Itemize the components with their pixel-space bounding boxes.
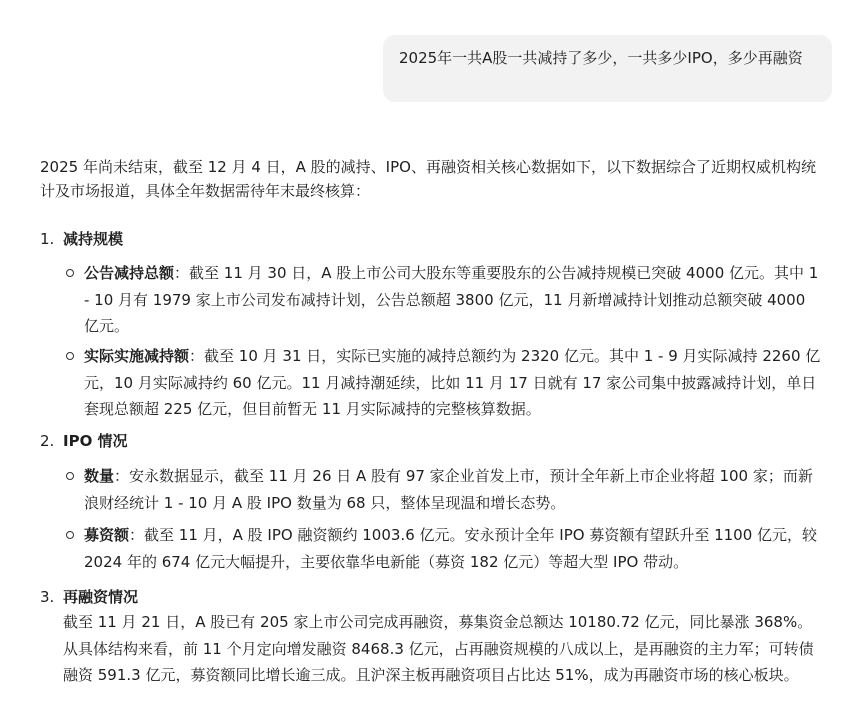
bullet-label: 实际实施减持额	[84, 347, 190, 365]
answer-intro: 2025 年尚未结束，截至 12 月 4 日，A 股的减持、IPO、再融资相关核心数据如下，以下数据综合了近期权威机构统计及市场报道，具体全年数据需待年末最终核算：	[40, 158, 816, 200]
list-item	[84, 260, 822, 340]
list-item	[84, 522, 822, 575]
assistant-answer	[40, 155, 822, 684]
bullet-text: ：安永数据显示，截至 11 月 26 日 A 股有 97 家企业首发上市，预计全年新上市企业将超 100 家；而新浪财经统计 1 - 10 月 A 股 IPO 数量为 68 只，整体呈现温和增长态势。	[84, 467, 813, 512]
section-number: 1.	[40, 230, 55, 248]
bullet-circle-icon	[66, 472, 74, 480]
section-title-text: 减持规模	[63, 230, 124, 248]
section-number: 3.	[40, 588, 55, 606]
bullet-circle-icon	[66, 531, 74, 539]
user-message-bubble	[383, 35, 832, 102]
list-item	[84, 463, 822, 516]
bullet-label: 数量	[84, 467, 115, 485]
section-title-text: IPO 情况	[63, 432, 128, 450]
bullet-circle-icon	[66, 352, 74, 360]
list-item	[84, 343, 822, 423]
section-title-reduction	[40, 227, 123, 251]
bullet-text: ：截至 10 月 31 日，实际已实施的减持总额约为 2320 亿元。其中 1 - 9 月实际减持 2260 亿元，10 月实际减持约 60 亿元。11 月减持潮延续，比如 11 月 17 日就有 17 家公司集中披露减持计划，单日套现总额超 225 亿元，但目前暂无 11 月实际减持的完整核算数据。	[84, 347, 821, 418]
bullet-text: ：截至 11 月，A 股 IPO 融资额约 1003.6 亿元。安永预计全年 IPO 募资额有望跃升至 1100 亿元，较 2024 年的 674 亿元大幅提升，主要依靠华电新能（募资 182 亿元）等超大型 IPO 带动。	[84, 526, 818, 571]
refinancing-paragraph: 截至 11 月 21 日，A 股已有 205 家上市公司完成再融资，募集资金总额达 10180.72 亿元，同比暴涨 368%。从具体结构来看，前 11 个月定向增发融资 8468.3 亿元，占再融资规模的八成以上，是再融资的主力军；可转债融资 591.3 亿元，募资额同比增长逾三成。且沪深主板再融资项目占比达 51%，成为再融资市场的核心板块。	[63, 613, 814, 684]
bullet-label: 募资额	[84, 526, 130, 544]
bullet-circle-icon	[66, 269, 74, 277]
section-title-text: 再融资情况	[63, 588, 139, 606]
bullet-text: ：截至 11 月 30 日，A 股上市公司大股东等重要股东的公告减持规模已突破 4000 亿元。其中 1 - 10 月有 1979 家上市公司发布减持计划，公告总额超 3800 亿元，11 月新增减持计划推动总额突破 4000 亿元。	[84, 264, 819, 335]
section-title-ipo	[40, 429, 128, 453]
section-title-refinancing	[40, 585, 138, 609]
bullet-label: 公告减持总额	[84, 264, 175, 282]
section-number: 2.	[40, 432, 55, 450]
user-message-text: 2025年一共A股一共减持了多少，一共多少IPO，多少再融资	[399, 49, 803, 67]
